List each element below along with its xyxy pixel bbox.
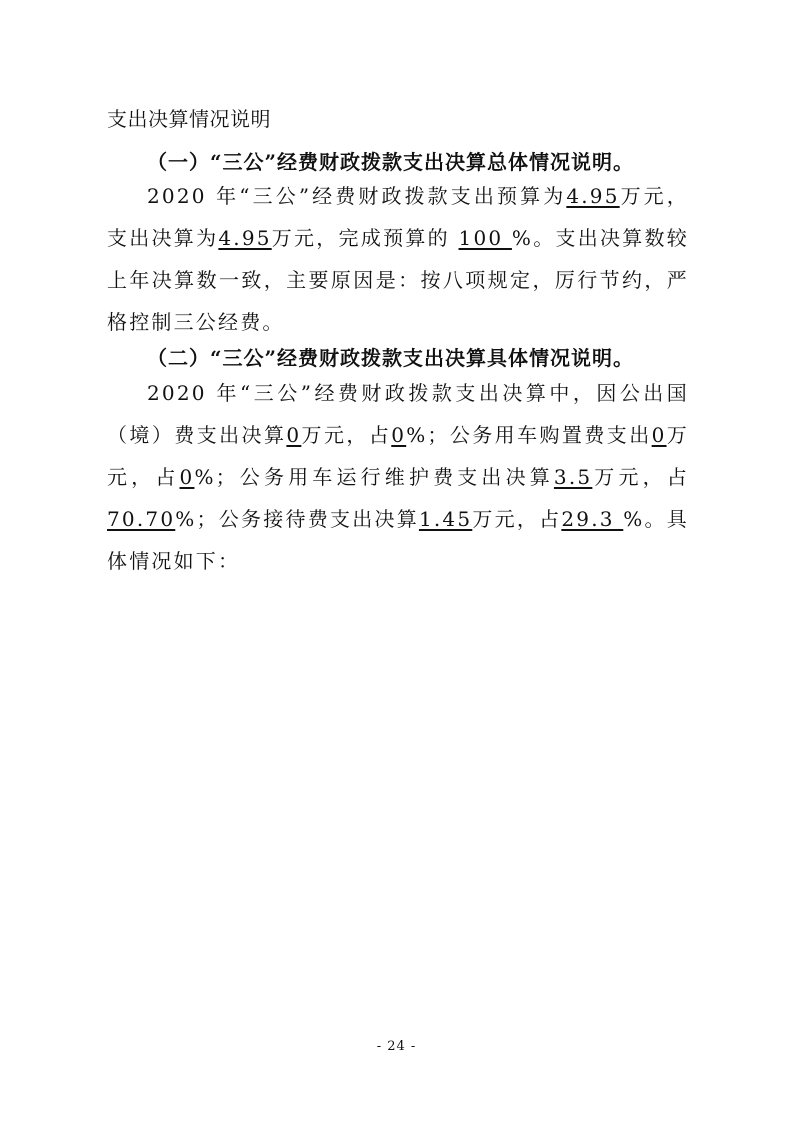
text-segment: %；公务用车购置费支出 <box>406 423 652 447</box>
text-segment: %。支出决算数较上年决算数一致，主要原因是：按八项规定，厉行节约，严格控制三公经费。 <box>107 226 689 334</box>
car-purchase-amount: 0 <box>651 423 667 447</box>
abroad-amount: 0 <box>286 423 302 447</box>
text-segment: 2020 年“三公”经费财政拨款支出预算为 <box>147 184 567 208</box>
section-heading-details: （二）“三公”经费财政拨款支出决算具体情况说明。 <box>147 346 635 370</box>
abroad-percent: 0 <box>391 423 407 447</box>
actual-amount: 4.95 <box>218 226 272 250</box>
car-maintenance-percent: 70.70 <box>107 507 176 531</box>
paragraph-overview <box>107 175 689 343</box>
text-segment: 万元，占 <box>592 465 689 489</box>
reception-amount: 1.45 <box>418 507 473 531</box>
page-number: - 24 - <box>376 1039 417 1054</box>
text-segment: 万元，完成预算的 <box>271 226 459 250</box>
paragraph-details <box>107 372 689 582</box>
car-purchase-percent: 0 <box>179 465 195 489</box>
section-heading-overview: （一）“三公”经费财政拨款支出决算总体情况说明。 <box>147 150 635 174</box>
text-segment: 2020 年“三公”经费财政拨款支出决算中，因公出国（境）费支出决算 <box>107 381 689 447</box>
completion-rate: 100 <box>458 226 512 250</box>
car-maintenance-amount: 3.5 <box>553 465 593 489</box>
text-segment: %；公务用车运行维护费支出决算 <box>194 465 554 489</box>
text-segment: %。具体情况如下： <box>107 507 689 573</box>
text-segment: 万元，占 <box>472 507 562 531</box>
page-title: 支出决算情况说明 <box>107 107 271 131</box>
budget-amount: 4.95 <box>566 184 620 208</box>
text-segment: 万元，占 <box>301 423 392 447</box>
text-segment: 万元，占 <box>107 423 689 489</box>
reception-percent: 29.3 <box>561 507 624 531</box>
text-segment: %；公务接待费支出决算 <box>175 507 419 531</box>
text-segment: 万元，支出决算为 <box>107 184 689 250</box>
